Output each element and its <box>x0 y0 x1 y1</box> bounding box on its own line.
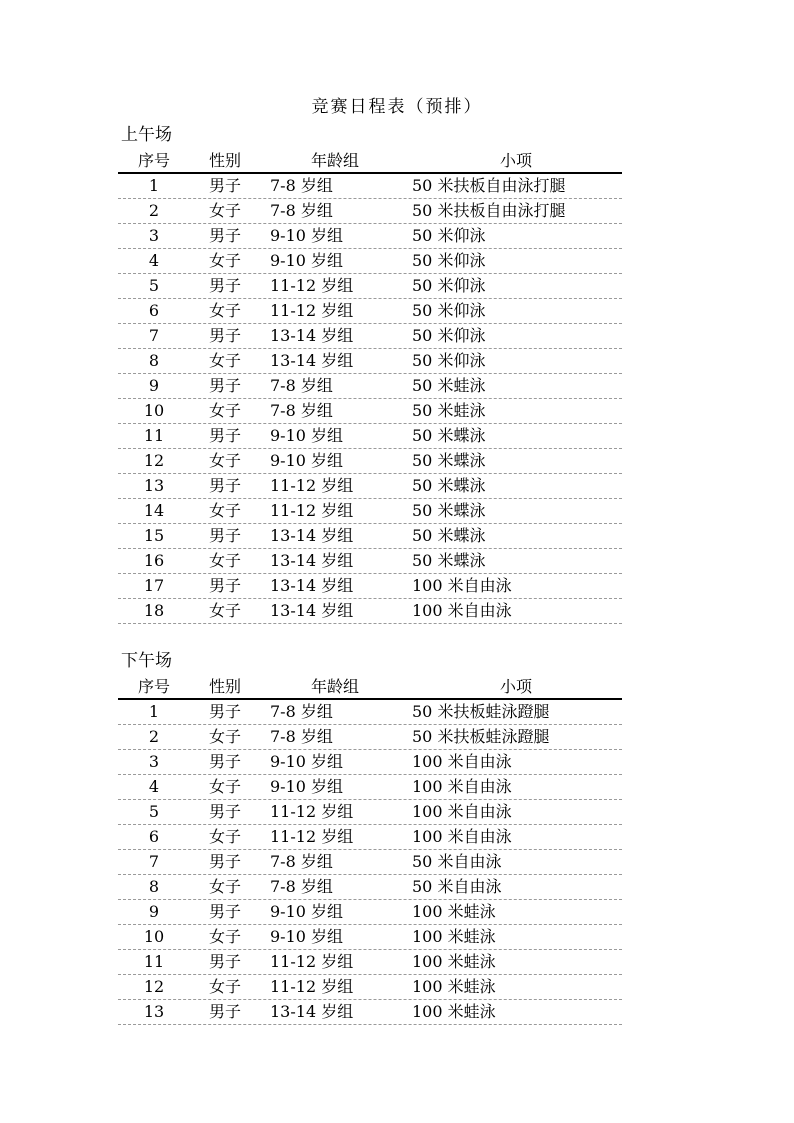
row-number: 18 <box>143 601 165 620</box>
row-gender: 女子 <box>208 927 241 946</box>
row-event: 50 米蝶泳 <box>412 426 486 445</box>
row-gender: 男子 <box>208 176 241 195</box>
session-title: 上午场 <box>121 125 172 145</box>
page-title: 竞赛日程表（预排） <box>311 97 483 117</box>
row-event: 100 米蛙泳 <box>412 1002 496 1021</box>
row-number: 9 <box>148 902 160 921</box>
row-event: 50 米扶板蛙泳蹬腿 <box>412 727 550 746</box>
row-number: 1 <box>148 702 160 721</box>
row-gender: 男子 <box>208 802 241 821</box>
table-row <box>118 174 622 199</box>
row-number: 17 <box>143 576 165 595</box>
table-row <box>118 1000 622 1025</box>
schedule-rows <box>118 174 622 624</box>
row-gender: 女子 <box>208 501 241 520</box>
row-age-group: 13-14 岁组 <box>270 526 354 545</box>
row-gender: 女子 <box>208 251 241 270</box>
row-event: 50 米仰泳 <box>412 301 486 320</box>
table-row <box>118 900 622 925</box>
table-row <box>118 975 622 1000</box>
row-age-group: 7-8 岁组 <box>270 376 333 395</box>
row-event: 50 米扶板自由泳打腿 <box>412 176 566 195</box>
row-age-group: 9-10 岁组 <box>270 426 344 445</box>
row-gender: 男子 <box>208 902 241 921</box>
row-number: 9 <box>148 376 160 395</box>
row-number: 8 <box>148 877 160 896</box>
row-number: 6 <box>148 301 160 320</box>
row-age-group: 13-14 岁组 <box>270 1002 354 1021</box>
row-age-group: 9-10 岁组 <box>270 927 344 946</box>
row-gender: 男子 <box>208 376 241 395</box>
header-gender: 性别 <box>208 676 241 696</box>
row-number: 5 <box>148 276 160 295</box>
row-gender: 女子 <box>208 201 241 220</box>
row-event: 100 米蛙泳 <box>412 952 496 971</box>
row-gender: 女子 <box>208 977 241 996</box>
table-row <box>118 499 622 524</box>
table-row <box>118 700 622 725</box>
row-event: 50 米仰泳 <box>412 276 486 295</box>
row-gender: 男子 <box>208 326 241 345</box>
table-row <box>118 800 622 825</box>
row-gender: 男子 <box>208 752 241 771</box>
session-morning <box>118 124 622 624</box>
table-row <box>118 424 622 449</box>
table-row <box>118 950 622 975</box>
table-row <box>118 324 622 349</box>
row-age-group: 11-12 岁组 <box>270 977 354 996</box>
row-number: 8 <box>148 351 160 370</box>
row-age-group: 11-12 岁组 <box>270 827 354 846</box>
row-age-group: 9-10 岁组 <box>270 251 344 270</box>
row-number: 12 <box>143 451 165 470</box>
row-number: 16 <box>143 551 165 570</box>
row-number: 5 <box>148 802 160 821</box>
row-number: 4 <box>148 777 160 796</box>
row-age-group: 11-12 岁组 <box>270 952 354 971</box>
row-gender: 女子 <box>208 827 241 846</box>
row-event: 100 米自由泳 <box>412 777 512 796</box>
table-row <box>118 524 622 549</box>
row-event: 50 米蝶泳 <box>412 501 486 520</box>
row-gender: 女子 <box>208 601 241 620</box>
row-age-group: 13-14 岁组 <box>270 326 354 345</box>
table-row <box>118 374 622 399</box>
table-header <box>118 675 622 700</box>
row-number: 13 <box>143 476 165 495</box>
row-age-group: 9-10 岁组 <box>270 777 344 796</box>
row-number: 6 <box>148 827 160 846</box>
row-event: 50 米扶板自由泳打腿 <box>412 201 566 220</box>
header-gender: 性别 <box>208 150 241 170</box>
row-number: 3 <box>148 226 160 245</box>
row-number: 7 <box>148 326 160 345</box>
session-afternoon <box>118 650 622 1025</box>
row-event: 50 米仰泳 <box>412 226 486 245</box>
row-gender: 男子 <box>208 576 241 595</box>
row-number: 11 <box>143 952 165 971</box>
row-age-group: 7-8 岁组 <box>270 702 333 721</box>
row-age-group: 7-8 岁组 <box>270 852 333 871</box>
table-row <box>118 224 622 249</box>
row-gender: 男子 <box>208 952 241 971</box>
row-age-group: 13-14 岁组 <box>270 576 354 595</box>
row-event: 50 米蛙泳 <box>412 376 486 395</box>
table-row <box>118 875 622 900</box>
row-number: 10 <box>143 927 165 946</box>
row-age-group: 11-12 岁组 <box>270 476 354 495</box>
row-gender: 女子 <box>208 551 241 570</box>
header-number: 序号 <box>137 676 170 696</box>
table-row <box>118 549 622 574</box>
row-number: 15 <box>143 526 165 545</box>
row-event: 100 米蛙泳 <box>412 977 496 996</box>
row-number: 7 <box>148 852 160 871</box>
row-event: 50 米自由泳 <box>412 852 502 871</box>
table-row <box>118 850 622 875</box>
row-gender: 女子 <box>208 351 241 370</box>
row-age-group: 13-14 岁组 <box>270 551 354 570</box>
header-number: 序号 <box>137 150 170 170</box>
table-row <box>118 775 622 800</box>
table-row <box>118 249 622 274</box>
row-gender: 女子 <box>208 301 241 320</box>
row-event: 50 米自由泳 <box>412 877 502 896</box>
row-event: 100 米自由泳 <box>412 576 512 595</box>
header-age-group: 年龄组 <box>310 150 359 170</box>
row-gender: 女子 <box>208 877 241 896</box>
row-age-group: 7-8 岁组 <box>270 176 333 195</box>
row-gender: 男子 <box>208 226 241 245</box>
row-event: 50 米蝶泳 <box>412 451 486 470</box>
table-row <box>118 399 622 424</box>
row-age-group: 9-10 岁组 <box>270 752 344 771</box>
row-gender: 男子 <box>208 476 241 495</box>
row-gender: 男子 <box>208 426 241 445</box>
row-number: 2 <box>148 727 160 746</box>
table-header <box>118 149 622 174</box>
row-gender: 男子 <box>208 1002 241 1021</box>
table-row <box>118 725 622 750</box>
row-gender: 男子 <box>208 702 241 721</box>
row-event: 100 米自由泳 <box>412 827 512 846</box>
row-event: 100 米自由泳 <box>412 601 512 620</box>
row-event: 50 米仰泳 <box>412 326 486 345</box>
row-age-group: 13-14 岁组 <box>270 351 354 370</box>
row-event: 100 米自由泳 <box>412 752 512 771</box>
table-row <box>118 750 622 775</box>
row-event: 50 米蛙泳 <box>412 401 486 420</box>
row-age-group: 11-12 岁组 <box>270 301 354 320</box>
row-gender: 女子 <box>208 401 241 420</box>
row-number: 14 <box>143 501 165 520</box>
row-number: 4 <box>148 251 160 270</box>
row-number: 11 <box>143 426 165 445</box>
row-age-group: 7-8 岁组 <box>270 727 333 746</box>
row-event: 100 米自由泳 <box>412 802 512 821</box>
header-event: 小项 <box>499 150 532 170</box>
row-event: 50 米蝶泳 <box>412 526 486 545</box>
row-age-group: 11-12 岁组 <box>270 501 354 520</box>
table-row <box>118 299 622 324</box>
table-row <box>118 449 622 474</box>
row-age-group: 13-14 岁组 <box>270 601 354 620</box>
row-age-group: 11-12 岁组 <box>270 802 354 821</box>
row-age-group: 7-8 岁组 <box>270 201 333 220</box>
table-row <box>118 199 622 224</box>
row-event: 50 米扶板蛙泳蹬腿 <box>412 702 550 721</box>
table-row <box>118 349 622 374</box>
row-age-group: 7-8 岁组 <box>270 877 333 896</box>
row-number: 3 <box>148 752 160 771</box>
row-age-group: 9-10 岁组 <box>270 451 344 470</box>
row-age-group: 9-10 岁组 <box>270 902 344 921</box>
table-row <box>118 574 622 599</box>
row-number: 2 <box>148 201 160 220</box>
header-age-group: 年龄组 <box>310 676 359 696</box>
row-event: 100 米蛙泳 <box>412 927 496 946</box>
table-row <box>118 825 622 850</box>
row-gender: 男子 <box>208 526 241 545</box>
row-gender: 女子 <box>208 777 241 796</box>
row-event: 50 米仰泳 <box>412 351 486 370</box>
session-title: 下午场 <box>121 651 172 671</box>
row-gender: 女子 <box>208 451 241 470</box>
table-row <box>118 925 622 950</box>
header-event: 小项 <box>499 676 532 696</box>
table-row <box>118 274 622 299</box>
row-event: 100 米蛙泳 <box>412 902 496 921</box>
row-age-group: 11-12 岁组 <box>270 276 354 295</box>
row-number: 13 <box>143 1002 165 1021</box>
row-gender: 男子 <box>208 852 241 871</box>
row-number: 1 <box>148 176 160 195</box>
row-gender: 女子 <box>208 727 241 746</box>
table-row <box>118 474 622 499</box>
row-age-group: 7-8 岁组 <box>270 401 333 420</box>
row-number: 10 <box>143 401 165 420</box>
table-row <box>118 599 622 624</box>
schedule-rows <box>118 700 622 1025</box>
row-event: 50 米蝶泳 <box>412 476 486 495</box>
row-event: 50 米仰泳 <box>412 251 486 270</box>
row-number: 12 <box>143 977 165 996</box>
row-gender: 男子 <box>208 276 241 295</box>
row-age-group: 9-10 岁组 <box>270 226 344 245</box>
row-event: 50 米蝶泳 <box>412 551 486 570</box>
